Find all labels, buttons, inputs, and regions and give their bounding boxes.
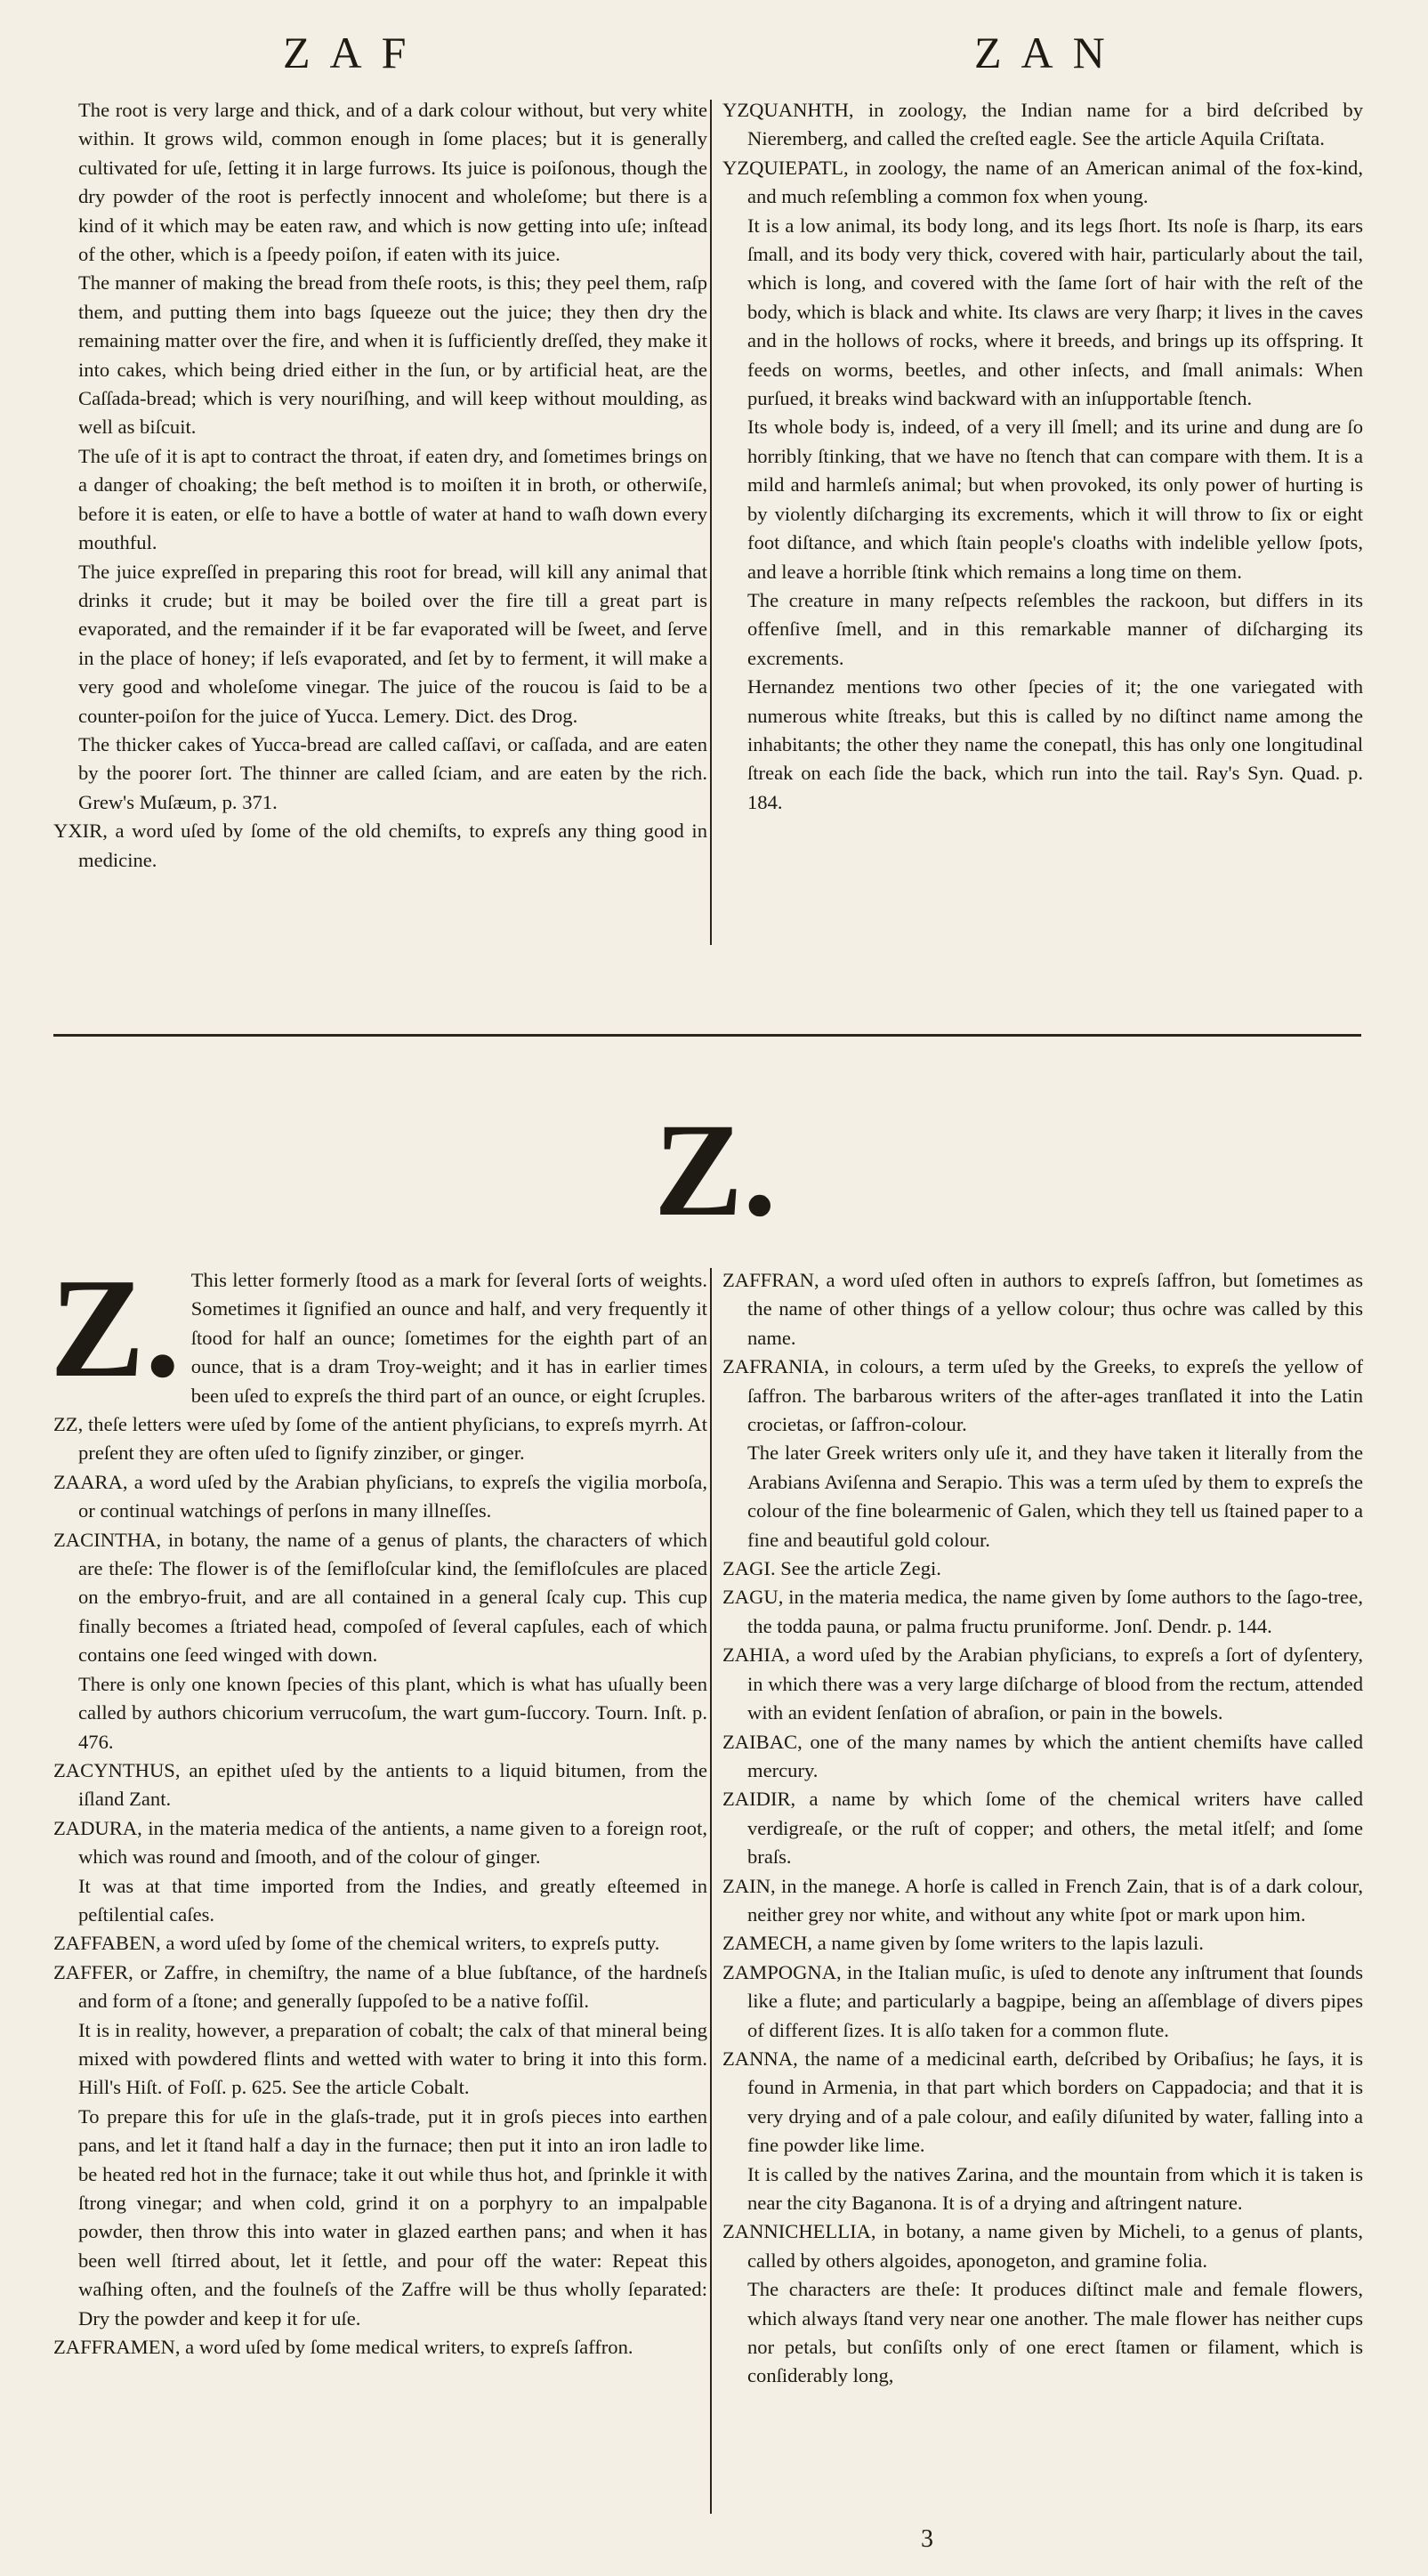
entry-paragraph: There is only one known ſpecies of this plant, which is what has uſually been called by authors chicorium verrucoſum, the wart gum-ſuccory. Tourn. Inſt. p. 476.: [78, 1672, 707, 1753]
dictionary-entry: ZAFFER, or Zaffre, in chemiſtry, the name of a blue ſubſtance, of the hardneſs and form of a ſtone; and generally ſuppoſed to be a native foſſil.: [53, 1960, 707, 2013]
entry-paragraph: The root is very large and thick, and of a dark colour without, but very white within. It grows wild, common enough in ſome places; but it is generally cultivated for uſe, ſetting it in large furrows. Its juice is poiſonous, though the dry powder of the root is perfectly innocent and wholeſome; but there is a kind of it which may be eaten raw, and which is now getting into uſe; inſtead of the other, which is a ſpeedy poiſon, if eaten with its juice.: [78, 99, 707, 266]
dictionary-entry: ZAARA, a word uſed by the Arabian phyſicians, to expreſs the vigilia morboſa, or continual watchings of perſons in many illneſſes.: [53, 1470, 707, 1522]
entry-paragraph: Its whole body is, indeed, of a very ill ſmell; and its urine and dung are ſo horribly ſtinking, that we have no ſtench that can compare with them. It is a mild and harmleſs animal; but when provoked, its only power of hurting is by violently diſcharging its excrements, which it will throw to ſix or eight foot diſtance, and which ſtain people's cloaths with indelible yellow ſpots, and leave a horrible ſtink which remains a long time on them.: [747, 416, 1363, 583]
dictionary-entry: YZQUIEPATL, in zoology, the name of an American animal of the fox-kind, and much reſembling a common fox when young.: [722, 156, 1363, 208]
bottom-right-column: [722, 1266, 1363, 2391]
dictionary-entry: ZAFFRAMEN, a word uſed by ſome medical writers, to expreſs ſaffron.: [53, 2336, 633, 2359]
dictionary-entry: YXIR, a word uſed by ſome of the old chemiſts, to expreſs any thing good in medicine.: [53, 820, 707, 871]
dictionary-entry: ZAFFABEN, a word uſed by ſome of the chemical writers, to expreſs putty.: [53, 1932, 660, 1955]
top-column-rule: [710, 100, 712, 945]
entry-paragraph: It is in reality, however, a preparation of cobalt; the calx of that mineral being mixed with powdered flints and wetted with water to bring it into this form. Hill's Hiſt. of Foſſ. p. 625. See the article Cobalt.: [78, 2018, 707, 2099]
dictionary-entry: ZACYNTHUS, an epithet uſed by the antients to a liquid bitumen, from the iſland Zant.: [53, 1758, 707, 1811]
dictionary-entry: YZQUANHTH, in zoology, the Indian name for a bird deſcribed by Nieremberg, and called the creſted eagle. See the article Aquila Criſtata.: [722, 99, 1363, 150]
dictionary-entry: ZAIBAC, one of the many names by which the antient chemiſts have called mercury.: [722, 1730, 1363, 1781]
bottom-left-column: [50, 1248, 707, 2362]
dictionary-entry: ZACINTHA, in botany, the name of a genus of plants, the characters of which are theſe: The flower is of the ſemifloſcular kind, the ſemifloſcules are placed on the embryo-fruit, and are all contained in a general ſcaly cup. This cup finally becomes a ſtriated head, compoſed of ſeveral capſules, each of which contains one ſeed winged with down.: [53, 1528, 707, 1667]
dictionary-entry: ZANNA, the name of a medicinal earth, deſcribed by Oribaſius; he ſays, it is found in Armenia, in that part which borders on Cappadocia; and that it is very drying and of a pale colour, and eaſily diſunited by water, falling into a fine powder like lime.: [722, 2047, 1363, 2157]
entry-paragraph: The manner of making the bread from theſe roots, is this; they peel them, raſp them, and putting them into bags ſqueeze out the juice; they then dry the remaining matter over the fire, and when it is ſufficiently dreſſed, they make it into cakes, which being dried either in the ſun, or by artificial heat, are the Caſſada-bread; which is very nouriſhing, and will keep without moulding, as well as biſcuit.: [78, 271, 707, 439]
entry-paragraph: It is called by the natives Zarina, and the mountain from which it is taken is near the city Baganona. It is of a drying and aſtringent nature.: [747, 2162, 1363, 2214]
entry-paragraph: The creature in many reſpects reſembles the rackoon, but differs in its offenſive ſmell, and in this remarkable manner of diſcharging its excrements.: [747, 588, 1363, 669]
entry-paragraph: It was at that time imported from the Indies, and greatly eſteemed in peſtilential caſes.: [78, 1874, 707, 1926]
entry-paragraph: It is a low animal, its body long, and its legs ſhort. Its noſe is ſharp, its ears ſmall, and its body very thick, covered with hair, particularly about the tail, which is long, and covered with the ſame ſort of hair with the reſt of the body, which is black and white. Its claws are very ſharp; it lives in the caves and in the hollows of rocks, where it breeds, and brings up its offspring. It feeds on worms, beetles, and other inſects, and ſmall animals: When purſued, it breaks wind backward with an inſupportable ſtench.: [747, 214, 1363, 410]
dictionary-entry: ZAGU, in the materia medica, the name given by ſome authors to the ſago-tree, the todda pauna, or palma fructu pruniforme. Jonſ. Dendr. p. 144.: [722, 1586, 1363, 1637]
dictionary-entry: ZAGI. See the article Zegi.: [722, 1557, 941, 1580]
dictionary-entry: ZAIDIR, a name by which ſome of the chemical writers have called verdigreaſe, or the ruſt of copper; and others, the metal itſelf; and ſome braſs.: [722, 1788, 1363, 1869]
page-number: 3: [921, 2525, 933, 2553]
entry-paragraph: This letter formerly ſtood as a mark for ſeveral ſorts of weights. Sometimes it ſignified an ounce and half, and very frequently it ſtood for half an ounce; ſometimes for the eighth part of an ounce, that is a dram Troy-weight; and it has in earlier times been uſed to expreſs the third part of an ounce, or eight ſcruples.: [190, 1269, 707, 1407]
dictionary-entry: ZADURA, in the materia medica of the antients, a name given to a foreign root, which was round and ſmooth, and of the colour of ginger.: [53, 1816, 707, 1869]
dictionary-entry: ZAFRANIA, in colours, a term uſed by the Greeks, to expreſs the yellow of ſaffron. The barbarous writers of the after-ages tranſlated it into the Latin crocietas, or ſaffron-colour.: [722, 1355, 1363, 1436]
entry-paragraph: To prepare this for uſe in the glaſs-trade, put it in groſs pieces into earthen pans, and let it ſtand half a day in the furnace; then put it into an iron ladle to be heated red hot in the furnace; take it out while thus hot, and ſprinkle it with ſtrong vinegar; and when cold, grind it on a porphyry to an impalpable powder, then throw this into water in glazed earthen pans; and when it has been well ſtirred about, let it ſettle, and pour off the water: Repeat this waſhing often, and the foulneſs of the Zaffre will be thus wholly ſeparated: Dry the powder and keep it for uſe.: [78, 2104, 707, 2330]
top-right-column: [722, 96, 1363, 817]
dictionary-entry: ZAFFRAN, a word uſed often in authors to expreſs ſaffron, but ſometimes as the name of other things of a yellow colour; thus ochre was called by this name.: [722, 1269, 1363, 1349]
entry-paragraph: Hernandez mentions two other ſpecies of it; the one variegated with numerous white ſtreaks, but this is called by no diſtinct name among the inhabitants; the other they name the conepatl, this has only one longitudinal ſtreak on each ſide the back, which run into the tail. Ray's Syn. Quad. p. 184.: [747, 675, 1363, 813]
dictionary-entry: ZAMECH, a name given by ſome writers to the lapis lazuli.: [722, 1932, 1204, 1955]
section-letter: Z.: [654, 1096, 777, 1244]
entry-paragraph: The juice expreſſed in preparing this root for bread, will kill any animal that drinks it crude; but it may be boiled over the fire till a great part is evaporated, and the remainder if it be far evaporated will be ſweet, and ſerve in the place of honey; if leſs evaporated, and ſet by to ferment, it will make a very good and wholeſome vinegar. The juice of the roucou is ſaid to be a counter-poiſon for the juice of Yucca. Lemery. Dict. des Drog.: [78, 560, 707, 727]
dictionary-entry: ZAIN, in the manege. A horſe is called in French Zain, that is of a dark colour, neither grey nor white, and without any white ſpot or mark upon him.: [722, 1874, 1363, 1926]
entry-paragraph: The later Greek writers only uſe it, and they have taken it literally from the Arabians Aviſenna and Serapio. This was a term uſed by them to expreſs the colour of the fine bolearmenic of Galen, which they tell us ſtained paper to a fine and beautiful gold colour.: [747, 1441, 1363, 1551]
header-left: ZAF: [283, 28, 426, 77]
dictionary-entry: ZANNICHELLIA, in botany, a name given by Micheli, to a genus of plants, called by others algoides, aponogeton, and gramine folia.: [722, 2220, 1363, 2272]
top-left-column: [53, 96, 707, 875]
bottom-column-rule: [710, 1268, 712, 2514]
entry-paragraph: The uſe of it is apt to contract the throat, if eaten dry, and ſometimes brings on a danger of choaking; the beſt method is to moiſten it in broth, or otherwiſe, before it is eaten, or elſe to have a bottle of water at hand to waſh down every mouthful.: [78, 444, 707, 554]
dictionary-entry: ZAMPOGNA, in the Italian muſic, is uſed to denote any inſtrument that ſounds like a flute; and particularly a bagpipe, being an aſſemblage of divers pipes of different ſizes. It is alſo taken for a common flute.: [722, 1960, 1363, 2041]
dictionary-entry: ZAHIA, a word uſed by the Arabian phyſicians, to expreſs a ſort of dyſentery, in which there was a very large diſcharge of blood from the rectum, attended with an evident ſenſation of abraſion, or pain in the bowels.: [722, 1643, 1363, 1724]
entry-paragraph: The thicker cakes of Yucca-bread are called caſſavi, or caſſada, and are eaten by the poorer ſort. The thinner are called ſciam, and are eaten by the rich. Grew's Muſæum, p. 371.: [78, 732, 707, 813]
section-rule: [53, 1034, 1361, 1037]
dictionary-entry: ZZ, theſe letters were uſed by ſome of the antient phyſicians, to expreſs myrrh. At preſent they are often uſed to ſignify zinziber, or ginger.: [53, 1413, 707, 1465]
header-right: ZAN: [974, 28, 1125, 77]
entry-paragraph: The characters are theſe: It produces diſtinct male and female flowers, which always ſtand very near one another. The male flower has neither cups nor petals, but conſiſts only of one erect ſtamen or filament, which is conſiderably long,: [747, 2278, 1363, 2387]
dropcap-letter: Z.: [50, 1248, 181, 1407]
